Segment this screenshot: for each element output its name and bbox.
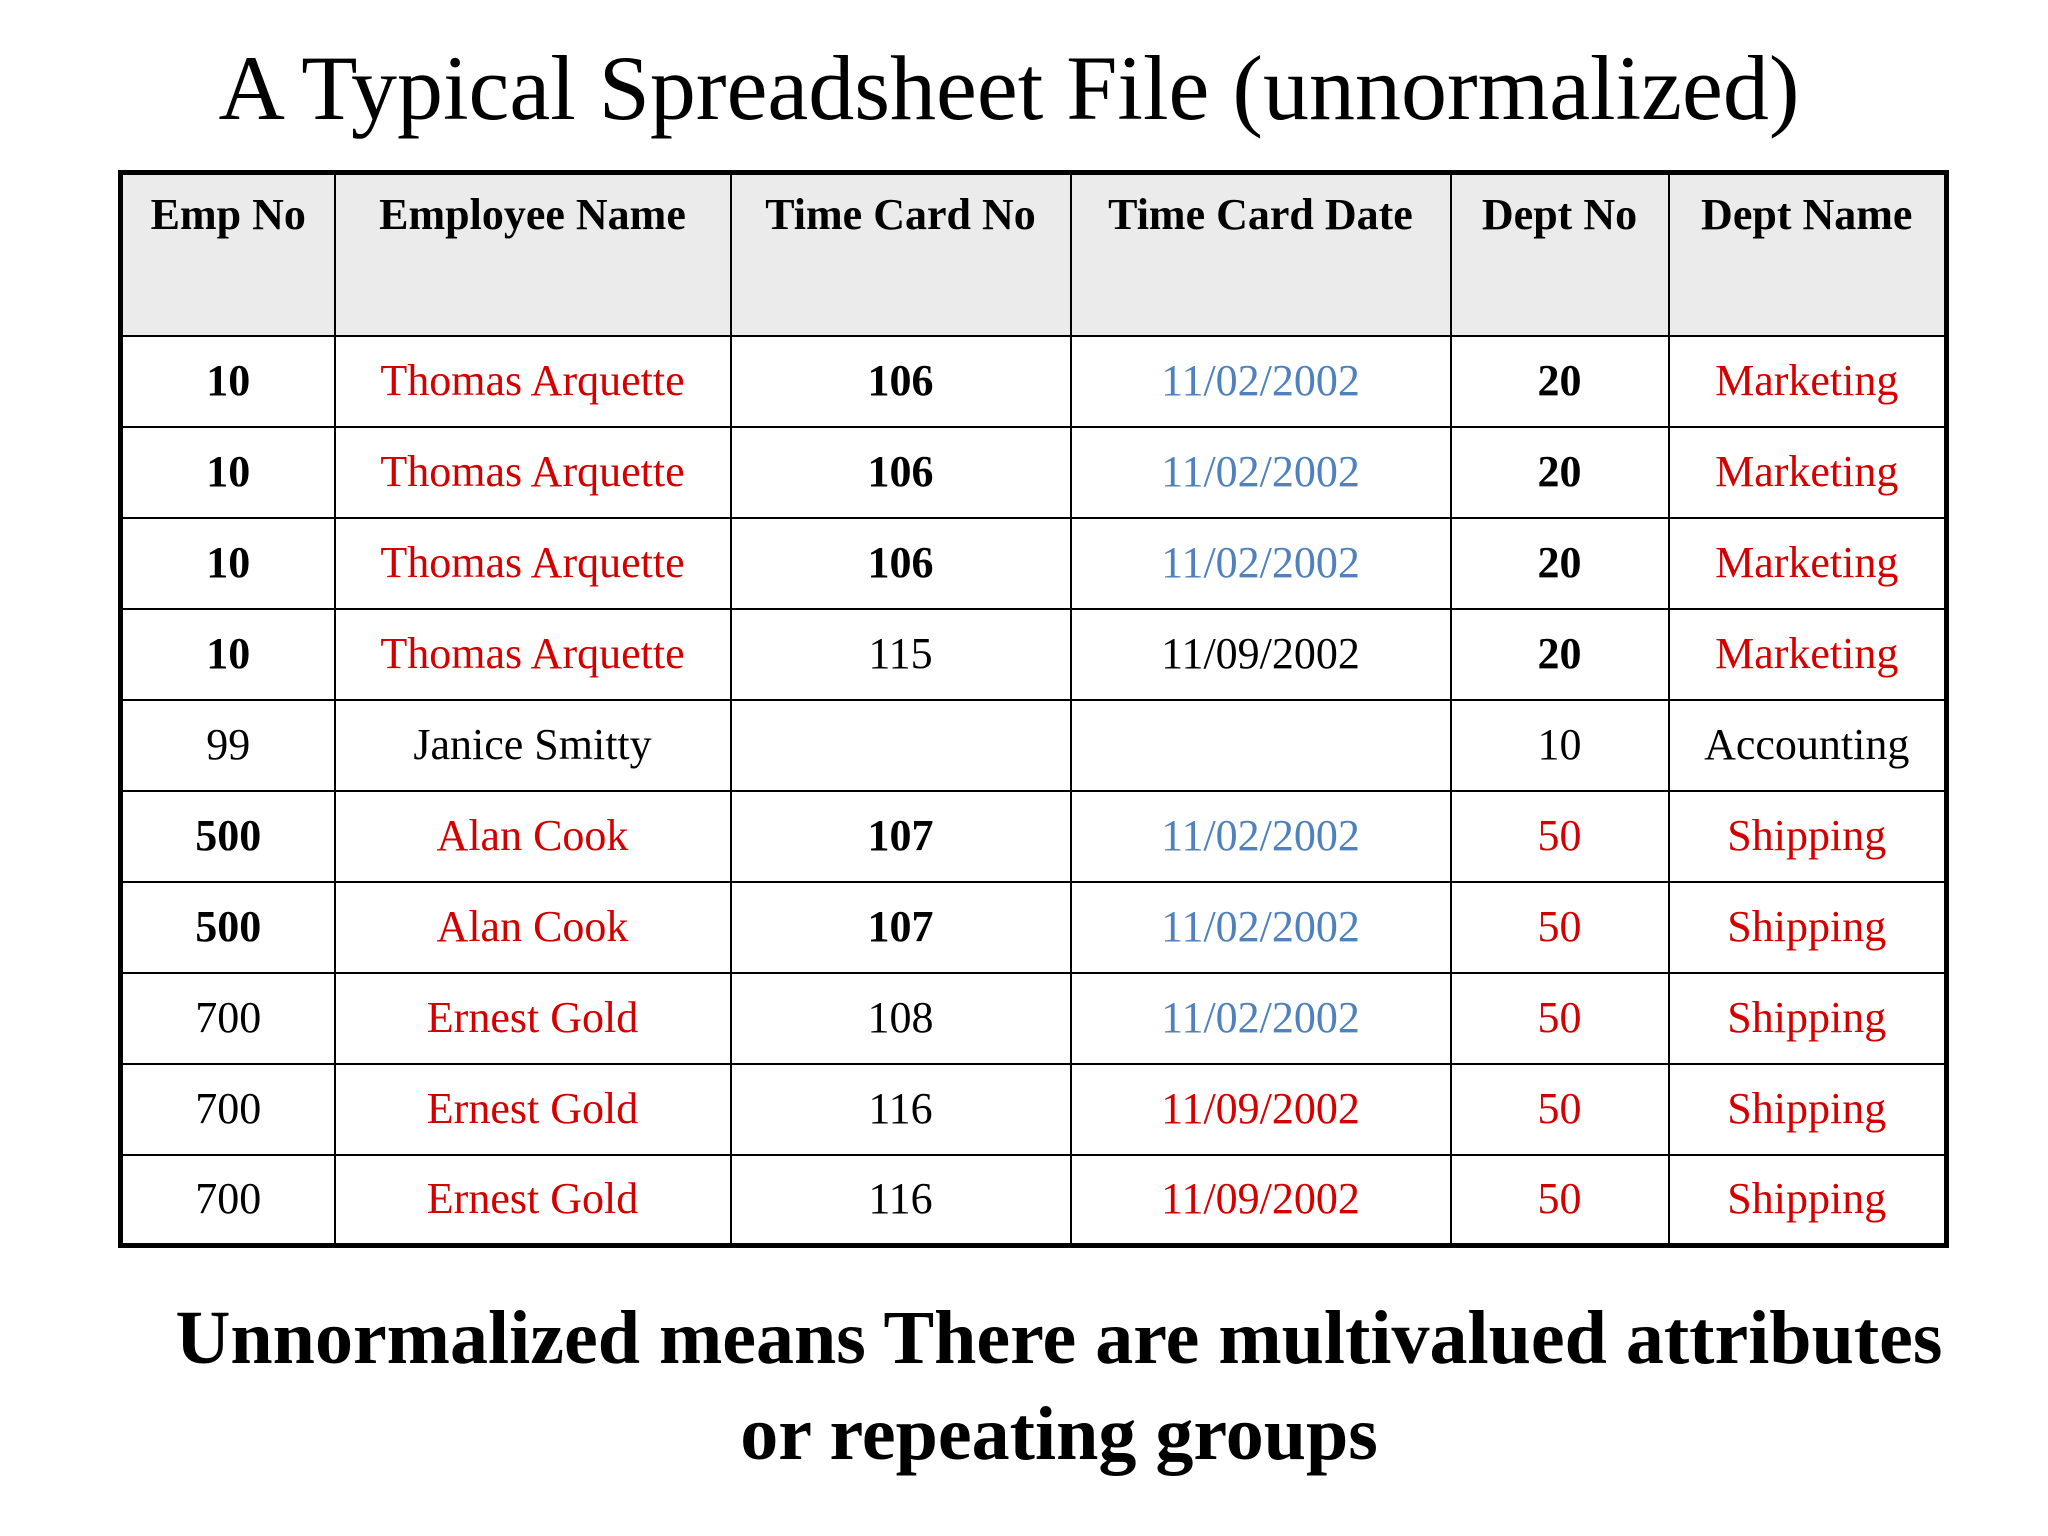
table-row: [121, 518, 1947, 609]
cell-time-card-date: 11/02/2002: [1071, 791, 1451, 882]
cell-dept-name: Marketing: [1669, 609, 1947, 700]
cell-employee-name: Alan Cook: [335, 791, 731, 882]
cell-time-card-date: [1071, 700, 1451, 791]
cell-employee-name: Thomas Arquette: [335, 336, 731, 427]
cell-dept-name: Shipping: [1669, 1064, 1947, 1155]
header-time-card-no: Time Card No: [731, 173, 1071, 336]
cell-time-card-no: 116: [731, 1155, 1071, 1246]
cell-dept-name: Shipping: [1669, 973, 1947, 1064]
spreadsheet-table: [118, 170, 1949, 1248]
cell-emp-no: 500: [121, 791, 335, 882]
cell-dept-no: 20: [1451, 336, 1669, 427]
table-row: [121, 882, 1947, 973]
cell-dept-name: Shipping: [1669, 1155, 1947, 1246]
table-row: [121, 1064, 1947, 1155]
cell-dept-name: Marketing: [1669, 518, 1947, 609]
table-row: [121, 609, 1947, 700]
cell-dept-no: 10: [1451, 700, 1669, 791]
cell-employee-name: Thomas Arquette: [335, 427, 731, 518]
cell-dept-name: Marketing: [1669, 336, 1947, 427]
footer-caption: [0, 1290, 2048, 1482]
header-emp-no: Emp No: [121, 173, 335, 336]
cell-dept-name: Accounting: [1669, 700, 1947, 791]
table-row: [121, 336, 1947, 427]
cell-dept-no: 50: [1451, 1155, 1669, 1246]
cell-dept-no: 50: [1451, 973, 1669, 1064]
cell-dept-no: 50: [1451, 1064, 1669, 1155]
cell-employee-name: Ernest Gold: [335, 1155, 731, 1246]
header-time-card-date: Time Card Date: [1071, 173, 1451, 336]
cell-time-card-date: 11/09/2002: [1071, 609, 1451, 700]
cell-employee-name: Janice Smitty: [335, 700, 731, 791]
cell-time-card-no: 107: [731, 791, 1071, 882]
cell-emp-no: 700: [121, 1155, 335, 1246]
cell-time-card-no: [731, 700, 1071, 791]
cell-emp-no: 500: [121, 882, 335, 973]
cell-time-card-date: 11/09/2002: [1071, 1064, 1451, 1155]
slide-title: A Typical Spreadsheet File (unnormalized): [218, 37, 1800, 139]
cell-time-card-no: 106: [731, 336, 1071, 427]
cell-time-card-no: 116: [731, 1064, 1071, 1155]
cell-dept-no: 20: [1451, 518, 1669, 609]
cell-time-card-date: 11/02/2002: [1071, 882, 1451, 973]
cell-dept-name: Shipping: [1669, 791, 1947, 882]
cell-employee-name: Ernest Gold: [335, 973, 731, 1064]
cell-dept-no: 20: [1451, 609, 1669, 700]
footer-line-1: Unnormalized means There are multivalued attributes: [175, 1296, 1943, 1380]
cell-time-card-date: 11/02/2002: [1071, 427, 1451, 518]
table-row: [121, 427, 1947, 518]
cell-time-card-no: 106: [731, 518, 1071, 609]
cell-time-card-date: 11/09/2002: [1071, 1155, 1451, 1246]
cell-time-card-date: 11/02/2002: [1071, 518, 1451, 609]
header-employee-name: Employee Name: [335, 173, 731, 336]
cell-dept-name: Shipping: [1669, 882, 1947, 973]
cell-time-card-date: 11/02/2002: [1071, 973, 1451, 1064]
spreadsheet-table-container: [118, 170, 1944, 1248]
cell-dept-name: Marketing: [1669, 427, 1947, 518]
cell-employee-name: Alan Cook: [335, 882, 731, 973]
cell-emp-no: 700: [121, 973, 335, 1064]
footer-line-2: or repeating groups: [740, 1392, 1378, 1476]
cell-emp-no: 10: [121, 336, 335, 427]
table-row: [121, 973, 1947, 1064]
table-row: [121, 700, 1947, 791]
cell-emp-no: 10: [121, 518, 335, 609]
cell-emp-no: 700: [121, 1064, 335, 1155]
cell-time-card-no: 108: [731, 973, 1071, 1064]
cell-emp-no: 10: [121, 427, 335, 518]
table-row: [121, 791, 1947, 882]
table-row: [121, 1155, 1947, 1246]
cell-time-card-no: 106: [731, 427, 1071, 518]
cell-time-card-no: 107: [731, 882, 1071, 973]
cell-dept-no: 50: [1451, 882, 1669, 973]
header-row: [121, 173, 1947, 336]
cell-time-card-no: 115: [731, 609, 1071, 700]
cell-employee-name: Thomas Arquette: [335, 518, 731, 609]
cell-dept-no: 50: [1451, 791, 1669, 882]
cell-emp-no: 99: [121, 700, 335, 791]
header-dept-no: Dept No: [1451, 173, 1669, 336]
cell-emp-no: 10: [121, 609, 335, 700]
cell-time-card-date: 11/02/2002: [1071, 336, 1451, 427]
cell-employee-name: Ernest Gold: [335, 1064, 731, 1155]
cell-dept-no: 20: [1451, 427, 1669, 518]
cell-employee-name: Thomas Arquette: [335, 609, 731, 700]
header-dept-name: Dept Name: [1669, 173, 1947, 336]
